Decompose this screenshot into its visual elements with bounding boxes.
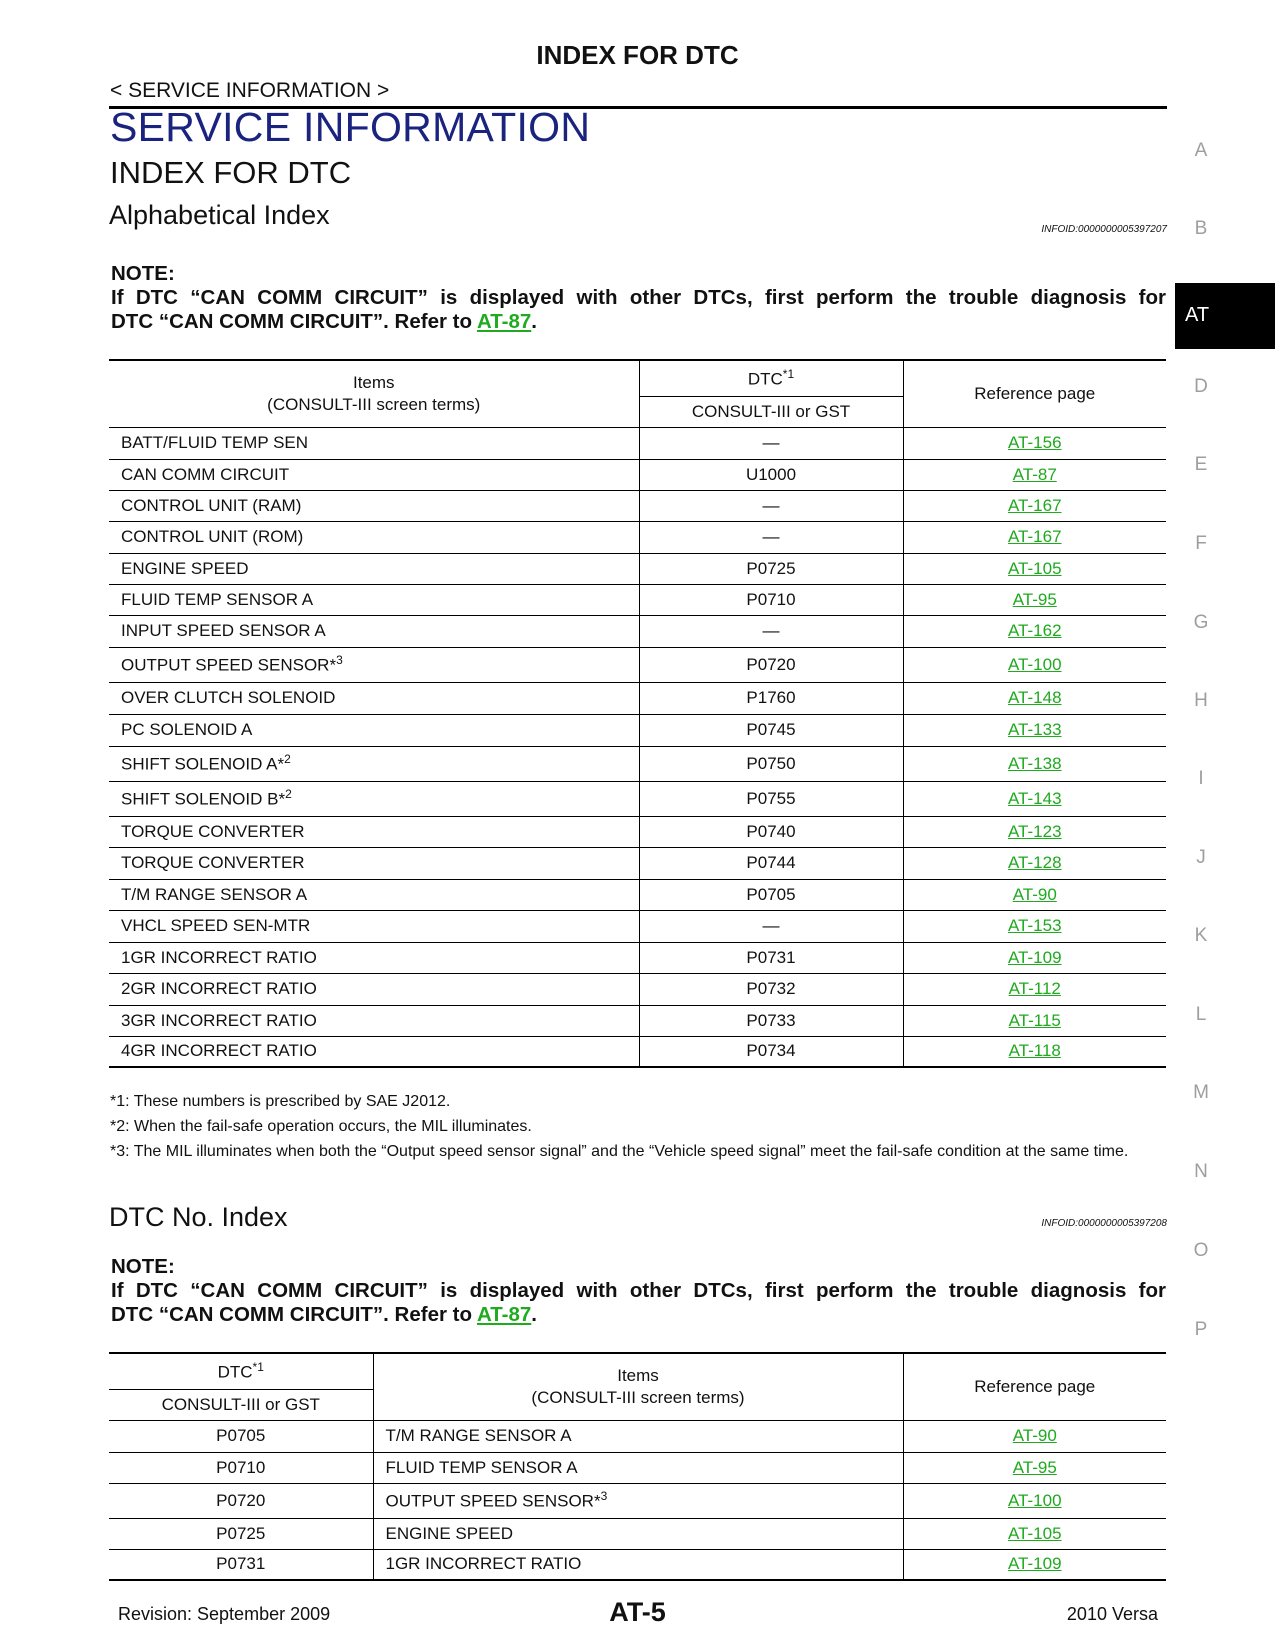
cell-item: 1GR INCORRECT RATIO	[373, 1549, 903, 1580]
cell-dtc-code: P0705	[109, 1420, 373, 1452]
table-row	[109, 490, 1166, 521]
cell-reference	[903, 847, 1166, 879]
cell-dtc-code: P0731	[109, 1549, 373, 1580]
header-reference-page: Reference page	[903, 1353, 1166, 1420]
cell-dtc-code: P0710	[109, 1452, 373, 1483]
dtc-note	[111, 1255, 1166, 1327]
header-dtc	[109, 1353, 373, 1389]
footer-model: 2010 Versa	[1066, 1604, 1158, 1624]
cell-reference	[903, 1036, 1166, 1067]
cell-item: SHIFT SOLENOID A*$^2$	[109, 746, 639, 781]
table-row	[109, 553, 1166, 584]
footnotes	[110, 1091, 1167, 1166]
reference-link[interactable]: AT-109	[1007, 1554, 1062, 1574]
header-dtc-sup: *1	[252, 1359, 264, 1374]
note-period: .	[531, 310, 537, 333]
cell-reference	[903, 816, 1166, 847]
reference-link[interactable]: AT-167	[1007, 527, 1062, 546]
reference-link[interactable]: AT-95	[1012, 589, 1057, 609]
tab-i[interactable]: I	[1198, 768, 1204, 789]
cell-reference	[903, 647, 1166, 682]
tab-l[interactable]: L	[1195, 1004, 1207, 1025]
cell-reference	[903, 879, 1166, 910]
note-text-line-1: If DTC “CAN COMM CIRCUIT” is displayed with other DTCs, first perform the trouble diagnosis for	[111, 286, 1166, 309]
cell-reference	[903, 521, 1166, 553]
cell-dtc-code: P0732	[639, 973, 903, 1005]
table-row	[109, 584, 1166, 615]
cell-dtc-code: P0755	[639, 781, 903, 816]
tab-o[interactable]: O	[1193, 1240, 1209, 1261]
cell-dtc-code: P0745	[639, 714, 903, 746]
cell-reference	[903, 1483, 1166, 1518]
reference-link[interactable]: AT-105	[1007, 558, 1062, 578]
reference-link[interactable]: AT-153	[1007, 916, 1062, 935]
table-row	[109, 910, 1166, 942]
cell-dtc-code: —	[639, 521, 903, 553]
table-row	[109, 1420, 1166, 1452]
table-row	[109, 1518, 1166, 1549]
tab-d[interactable]: D	[1194, 376, 1208, 397]
header-dtc-label: DTC	[747, 369, 783, 389]
cell-item: INPUT SPEED SENSOR A	[109, 615, 639, 647]
cell-item: 2GR INCORRECT RATIO	[109, 973, 639, 1005]
table-row	[109, 973, 1166, 1005]
footer-page-number: AT-5	[609, 1597, 666, 1627]
cell-item: OVER CLUTCH SOLENOID	[109, 682, 639, 714]
cell-item: OUTPUT SPEED SENSOR*$^3$	[373, 1483, 903, 1518]
tab-n[interactable]: N	[1194, 1161, 1208, 1182]
header-dtc-sub: CONSULT-III or GST	[109, 1389, 373, 1420]
reference-link[interactable]: AT-167	[1007, 495, 1062, 515]
header-items-line-2: (CONSULT-III screen terms)	[267, 394, 481, 414]
cell-dtc-code: —	[639, 615, 903, 647]
cell-item: VHCL SPEED SEN-MTR	[109, 910, 639, 942]
alphabetical-index-title: Alphabetical Index	[109, 200, 330, 230]
table-row	[109, 459, 1166, 490]
reference-link[interactable]: AT-87	[1012, 464, 1057, 484]
cell-item: OUTPUT SPEED SENSOR*$^3$	[109, 647, 639, 682]
header-items-line-2: (CONSULT-III screen terms)	[531, 1387, 745, 1407]
cell-reference	[903, 973, 1166, 1005]
cell-item: 3GR INCORRECT RATIO	[109, 1005, 639, 1036]
breadcrumb: < SERVICE INFORMATION >	[110, 79, 390, 102]
header-items	[373, 1353, 903, 1420]
reference-link[interactable]: AT-100	[1007, 654, 1062, 674]
tab-j[interactable]: J	[1196, 847, 1206, 868]
cell-dtc-code: —	[639, 427, 903, 459]
item-sup: 3	[336, 653, 343, 668]
page-header-title: INDEX FOR DTC	[536, 40, 739, 70]
dtc-infoid: INFOID:0000000005397208	[1041, 1218, 1167, 1229]
reference-link[interactable]: AT-115	[1008, 1010, 1061, 1030]
cell-dtc-code: —	[639, 910, 903, 942]
note-link-at-87[interactable]: AT-87	[476, 310, 532, 333]
table-row	[109, 781, 1166, 816]
tab-m[interactable]: M	[1193, 1082, 1209, 1103]
note-text-line-1: If DTC “CAN COMM CIRCUIT” is displayed with other DTCs, first perform the trouble diagnosis for	[111, 1279, 1166, 1302]
footnote-2: *2: When the fail-safe operation occurs, the MIL illuminates.	[110, 1118, 532, 1135]
cell-item: BATT/FLUID TEMP SEN	[109, 427, 639, 459]
table-row	[109, 682, 1166, 714]
reference-link[interactable]: AT-118	[1008, 1041, 1061, 1061]
tab-f[interactable]: F	[1195, 533, 1207, 554]
tab-a[interactable]: A	[1194, 140, 1208, 161]
cell-item: TORQUE CONVERTER	[109, 847, 639, 879]
dtc-no-index-table	[109, 1352, 1166, 1581]
cell-reference	[903, 682, 1166, 714]
reference-link[interactable]: AT-90	[1012, 884, 1057, 904]
note-label: NOTE:	[111, 1255, 175, 1278]
cell-dtc-code: P0705	[639, 879, 903, 910]
note-link-at-87[interactable]: AT-87	[476, 1303, 532, 1326]
cell-reference	[903, 615, 1166, 647]
table-row	[109, 816, 1166, 847]
table-row	[109, 1452, 1166, 1483]
cell-reference	[903, 942, 1166, 973]
cell-dtc-code: P0710	[639, 584, 903, 615]
reference-link[interactable]: AT-105	[1007, 1523, 1062, 1543]
cell-dtc-code: P0720	[639, 647, 903, 682]
header-dtc-label: DTC	[217, 1362, 253, 1382]
cell-item: TORQUE CONVERTER	[109, 816, 639, 847]
table-row	[109, 879, 1166, 910]
header-items	[109, 360, 639, 427]
note-period: .	[531, 1303, 537, 1326]
cell-dtc-code: P0725	[109, 1518, 373, 1549]
cell-reference	[903, 1452, 1166, 1483]
cell-item: CAN COMM CIRCUIT	[109, 459, 639, 490]
cell-item: SHIFT SOLENOID B*$^2$	[109, 781, 639, 816]
table-row	[109, 714, 1166, 746]
service-information-title: SERVICE INFORMATION	[110, 104, 591, 150]
tab-at-active[interactable]	[1175, 283, 1275, 349]
cell-item: CONTROL UNIT (ROM)	[109, 521, 639, 553]
reference-link[interactable]: AT-148	[1007, 688, 1062, 707]
cell-item: ENGINE SPEED	[109, 553, 639, 584]
reference-link[interactable]: AT-95	[1012, 1457, 1057, 1477]
table-row	[109, 942, 1166, 973]
cell-dtc-code: P0733	[639, 1005, 903, 1036]
table-row	[109, 427, 1166, 459]
reference-link[interactable]: AT-109	[1007, 947, 1062, 967]
cell-reference	[903, 1549, 1166, 1580]
cell-reference	[903, 746, 1166, 781]
table-row	[109, 1036, 1166, 1067]
cell-dtc-code: P0720	[109, 1483, 373, 1518]
cell-reference	[903, 490, 1166, 521]
cell-item: FLUID TEMP SENSOR A	[373, 1452, 903, 1483]
cell-dtc-code: P0740	[639, 816, 903, 847]
tab-p[interactable]: P	[1194, 1319, 1208, 1340]
table-row	[109, 1005, 1166, 1036]
cell-dtc-code: P0744	[639, 847, 903, 879]
header-dtc-sub: CONSULT-III or GST	[639, 396, 903, 427]
cell-item: T/M RANGE SENSOR A	[373, 1420, 903, 1452]
header-dtc	[639, 360, 903, 396]
tab-g[interactable]: G	[1193, 612, 1209, 633]
cell-reference	[903, 427, 1166, 459]
cell-item: 4GR INCORRECT RATIO	[109, 1036, 639, 1067]
footer-revision: Revision: September 2009	[118, 1604, 331, 1624]
alphabetical-table-body	[109, 427, 1166, 1067]
footnote-3: *3: The MIL illuminates when both the “Output speed sensor signal” and the “Vehicle speed signal” meet the fail-safe condition at the same time.	[110, 1143, 1129, 1160]
table-row	[109, 615, 1166, 647]
tab-b[interactable]: B	[1194, 218, 1208, 239]
note-text-line-2: DTC “CAN COMM CIRCUIT”. Refer to	[111, 310, 477, 333]
cell-reference	[903, 1518, 1166, 1549]
item-sup: 2	[285, 787, 292, 802]
table-row	[109, 1549, 1166, 1580]
header-reference-page: Reference page	[903, 360, 1166, 427]
cell-item: CONTROL UNIT (RAM)	[109, 490, 639, 521]
reference-link[interactable]: AT-128	[1007, 853, 1062, 872]
dtc-table-body	[109, 1420, 1166, 1580]
cell-reference	[903, 553, 1166, 584]
cell-reference	[903, 1420, 1166, 1452]
tab-h[interactable]: H	[1194, 690, 1208, 711]
header-items-line-1: Items	[352, 372, 395, 392]
header-items-line-1: Items	[617, 1365, 659, 1385]
cell-dtc-code: P0750	[639, 746, 903, 781]
tab-e[interactable]: E	[1194, 454, 1208, 475]
index-for-dtc-title: INDEX FOR DTC	[110, 155, 352, 190]
cell-item: 1GR INCORRECT RATIO	[109, 942, 639, 973]
reference-link[interactable]: AT-123	[1007, 821, 1062, 841]
cell-reference	[903, 910, 1166, 942]
reference-link[interactable]: AT-156	[1007, 433, 1062, 452]
reference-link[interactable]: AT-100	[1007, 1490, 1062, 1510]
alphabetical-infoid: INFOID:0000000005397207	[1041, 224, 1167, 235]
cell-item: T/M RANGE SENSOR A	[109, 879, 639, 910]
table-row	[109, 521, 1166, 553]
tab-k[interactable]: K	[1194, 925, 1208, 946]
item-sup: 2	[284, 752, 291, 767]
cell-dtc-code: P0734	[639, 1036, 903, 1067]
note-label: NOTE:	[111, 262, 175, 285]
reference-link[interactable]: AT-90	[1012, 1426, 1057, 1445]
note-text-line-2: DTC “CAN COMM CIRCUIT”. Refer to	[111, 1303, 477, 1326]
cell-reference	[903, 459, 1166, 490]
reference-link[interactable]: AT-138	[1007, 753, 1062, 773]
cell-reference	[903, 714, 1166, 746]
cell-dtc-code: U1000	[639, 459, 903, 490]
dtc-no-index-title: DTC No. Index	[109, 1202, 288, 1232]
cell-item: PC SOLENOID A	[109, 714, 639, 746]
cell-dtc-code: P1760	[639, 682, 903, 714]
item-sup: 3	[600, 1489, 608, 1504]
table-row	[109, 647, 1166, 682]
cell-reference	[903, 584, 1166, 615]
cell-dtc-code: P0731	[639, 942, 903, 973]
cell-reference	[903, 1005, 1166, 1036]
reference-link[interactable]: AT-133	[1007, 720, 1062, 739]
cell-dtc-code: P0725	[639, 553, 903, 584]
cell-dtc-code: —	[639, 490, 903, 521]
cell-item: FLUID TEMP SENSOR A	[109, 584, 639, 615]
reference-link[interactable]: AT-112	[1008, 979, 1061, 998]
cell-item: ENGINE SPEED	[373, 1518, 903, 1549]
table-row	[109, 847, 1166, 879]
reference-link[interactable]: AT-162	[1007, 621, 1062, 640]
tab-at-label: AT	[1185, 304, 1210, 326]
table-row	[109, 746, 1166, 781]
alphabetical-note	[111, 262, 1166, 334]
cell-reference	[903, 781, 1166, 816]
table-row	[109, 1483, 1166, 1518]
reference-link[interactable]: AT-143	[1007, 788, 1062, 808]
header-dtc-sup: *1	[782, 366, 795, 381]
alphabetical-index-table	[109, 359, 1166, 1068]
footnote-1: *1: These numbers is prescribed by SAE J2012.	[110, 1093, 451, 1110]
